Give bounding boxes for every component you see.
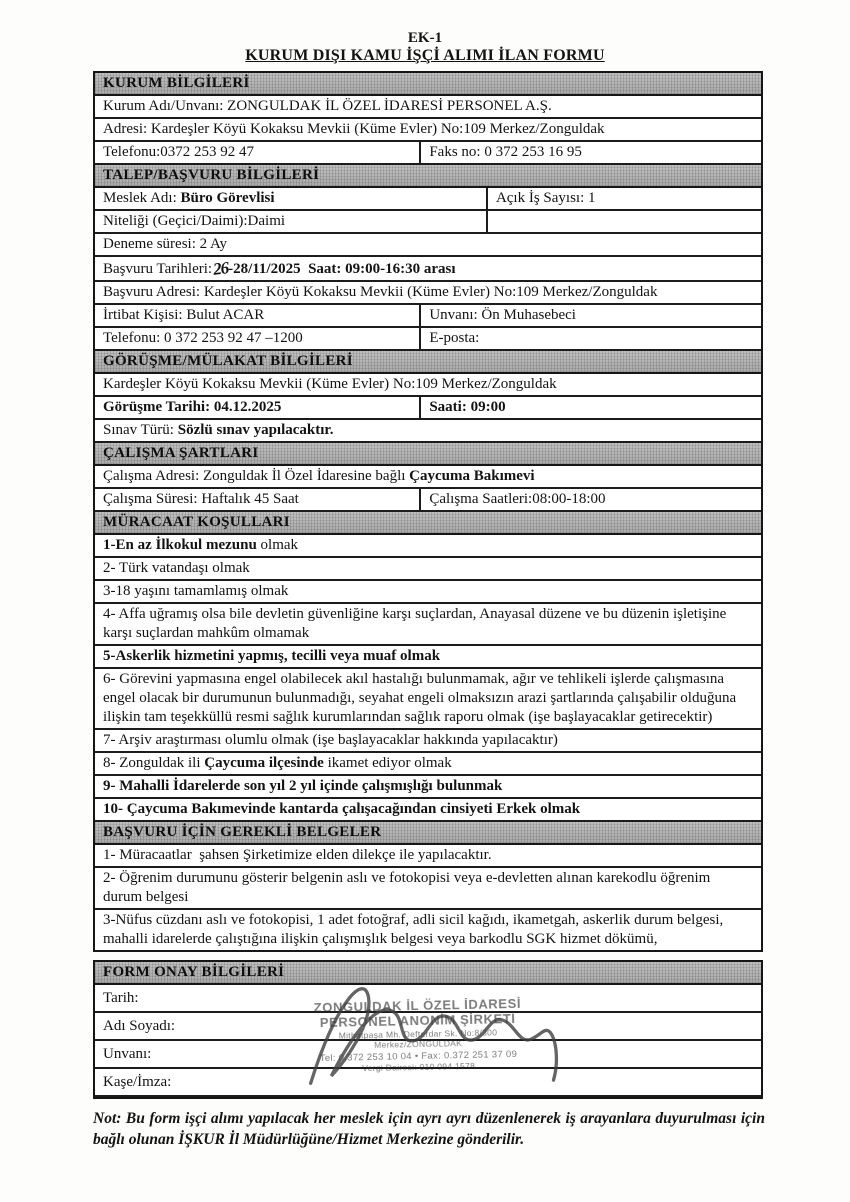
row-kosul-9 — [95, 776, 761, 799]
row-gorusme-adresi — [95, 374, 761, 397]
row-text: Kardeşler Köyü Kokaksu Mevkii (Küme Evler) No:109 Merkez/Zonguldak — [103, 375, 557, 392]
row-belge-2 — [95, 868, 761, 910]
row-unvani — [95, 1041, 761, 1069]
row-kosul-3 — [95, 581, 761, 604]
row-text: 3-18 yaşını tamamlamış olmak — [103, 582, 289, 599]
row-value-bold: 9- Mahalli İdarelerde son yıl 2 yıl içinde çalışmışlığı bulunmak — [103, 777, 503, 794]
row-label: Çalışma Adresi: Zonguldak İl Özel İdaresine bağlı — [103, 467, 410, 484]
cell-text: Unvanı: Ön Muhasebeci — [429, 306, 576, 323]
form-onay-table — [93, 960, 763, 1099]
row-text: 7- Arşiv araştırması olumlu olmak (işe başlayacaklar hakkında yapılacaktır) — [103, 731, 558, 748]
stamp-line-1: ZONGULDAK İL ÖZEL İDARESİ — [313, 995, 522, 1015]
cell-text: Çalışma Saatleri:08:00-18:00 — [429, 490, 606, 507]
row-label: Tarih: — [103, 989, 139, 1006]
row-value-bold: 10- Çaycuma Bakımevinde kantarda çalışacağından cinsiyeti Erkek olmak — [103, 800, 581, 817]
stamp-line-5: Tel: 0.372 253 10 04 • Fax: 0.372 251 37 09 — [319, 1048, 518, 1064]
row-kosul-10 — [95, 799, 761, 822]
row-calisma-adresi — [95, 466, 761, 489]
row-label: Başvuru Tarihleri: — [103, 260, 213, 277]
row-label: Adı Soyadı: — [103, 1017, 176, 1034]
section-header-gorusme-mulakat: GÖRÜŞME/MÜLAKAT BİLGİLERİ — [95, 351, 761, 374]
cell-text: Açık İş Sayısı: 1 — [495, 189, 596, 206]
section-header-kurum-bilgileri: KURUM BİLGİLERİ — [95, 73, 761, 96]
row-basvuru-adresi — [95, 282, 761, 305]
cell-niteligi — [95, 211, 488, 232]
document-header — [0, 0, 850, 66]
note-label: Not: — [93, 1109, 122, 1127]
row-kase-imza — [95, 1069, 761, 1097]
cell-text: Çalışma Süresi: Haftalık 45 Saat — [103, 490, 299, 507]
section-header-gerekli-belgeler: BAŞVURU İÇİN GEREKLİ BELGELER — [95, 822, 761, 845]
cell-text: İrtibat Kişisi: Bulut ACAR — [103, 306, 265, 323]
row-text: Deneme süresi: 2 Ay — [103, 235, 228, 252]
cell-label: Meslek Adı: — [103, 189, 181, 206]
row-tarih — [95, 985, 761, 1013]
stamp-line-6: Vergi Dairesi: 010 094 1578 — [362, 1060, 476, 1073]
row-kosul-6 — [95, 669, 761, 730]
cell-eposta — [421, 328, 761, 349]
page-title: KURUM DIŞI KAMU İŞÇİ ALIMI İLAN FORMU — [245, 47, 605, 65]
cell-faks — [421, 142, 761, 163]
note-text: Bu form işçi alımı yapılacak her meslek için ayrı ayrı düzenlenerek iş arayanlara duyurulması için bağlı olunan İŞKUR İl Müdürlüğüne/Hizmet Merkezine gönderilir. — [93, 1109, 769, 1149]
row-gorusme-tarihi-saati — [95, 397, 761, 420]
row-value-bold: Çaycuma ilçesinde — [204, 754, 324, 771]
row-text: 8- Zonguldak ili — [103, 754, 205, 771]
section-header-talep-basvuru: TALEP/BAŞVURU BİLGİLERİ — [95, 165, 761, 188]
row-deneme-suresi — [95, 234, 761, 257]
row-belge-1 — [95, 845, 761, 868]
main-form-table — [93, 71, 763, 952]
row-calisma-suresi-saatleri — [95, 489, 761, 512]
cell-value-bold: Görüşme Tarihi: 04.12.2025 — [103, 398, 282, 415]
cell-saati — [421, 397, 761, 418]
row-text: 2- Türk vatandaşı olmak — [103, 559, 250, 576]
row-basvuru-tarihleri — [95, 257, 761, 282]
row-kurum-adresi — [95, 119, 761, 142]
cell-value-bold: Saati: 09:00 — [429, 398, 506, 415]
row-value-bold: 5-Askerlik hizmetini yapmış, tecilli veya muaf olmak — [103, 647, 441, 664]
cell-text: Faks no: 0 372 253 16 95 — [429, 143, 582, 160]
row-telefon-eposta — [95, 328, 761, 351]
cell-telefonu — [95, 142, 421, 163]
row-label: Unvanı: — [103, 1045, 152, 1062]
row-value-bold: Sözlü sınav yapılacaktır. — [177, 421, 334, 438]
form-ref: EK-1 — [407, 30, 443, 46]
row-text: ikamet ediyor olmak — [323, 754, 452, 771]
cell-calisma-suresi — [95, 489, 421, 510]
cell-telefonu — [95, 328, 421, 349]
row-text: Kurum Adı/Unvanı: ZONGULDAK İL ÖZEL İDARESİ PERSONEL A.Ş. — [103, 97, 552, 114]
stamp-line-4: Merkez/ZONGULDAK — [374, 1037, 463, 1050]
row-kurum-adi — [95, 96, 761, 119]
row-text: olmak — [260, 536, 299, 553]
section-header-muracaat-kosullari: MÜRACAAT KOŞULLARI — [95, 512, 761, 535]
cell-text: Telefonu:0372 253 92 47 — [103, 143, 255, 160]
row-adi-soyadi — [95, 1013, 761, 1041]
cell-acik-is-sayisi — [488, 188, 761, 209]
section-header-calisma-sartlari: ÇALIŞMA ŞARTLARI — [95, 443, 761, 466]
row-text: 3-Nüfus cüzdanı aslı ve fotokopisi, 1 adet fotoğraf, adli sicil kağıdı, ikametgah, askerlik durum belgesi, mahalli idarelerde çalıştığına ilişkin çalışmışlık belgesi veya barkodlu SGK hizmet dökümü, — [103, 911, 728, 947]
row-kosul-1 — [95, 535, 761, 558]
cell-text: Niteliği (Geçici/Daimi):Daimi — [103, 212, 286, 229]
row-kosul-7 — [95, 730, 761, 753]
row-sinav-turu — [95, 420, 761, 443]
row-meslek-acik-is — [95, 188, 761, 211]
footer-note — [93, 1108, 769, 1151]
stamp-line-3: Mithatpaşa Mh. Defterdar Sk. No:8/300 — [338, 1026, 498, 1040]
cell-text: E-posta: — [429, 329, 480, 346]
row-niteligi — [95, 211, 761, 234]
stamp-line-2: PERSONEL ANONİM ŞİRKETİ — [319, 1010, 516, 1031]
row-label: Kaşe/İmza: — [103, 1073, 172, 1090]
row-kosul-5 — [95, 646, 761, 669]
cell-text: Telefonu: 0 372 253 92 47 –1200 — [103, 329, 303, 346]
cell-irtibat-kisisi — [95, 305, 421, 326]
row-text: Adresi: Kardeşler Köyü Kokaksu Mevkii (Küme Evler) No:109 Merkez/Zonguldak — [103, 120, 605, 137]
handwritten-date: 26 — [212, 257, 230, 279]
row-irtibat-unvan — [95, 305, 761, 328]
row-kosul-8 — [95, 753, 761, 776]
row-kosul-4 — [95, 604, 761, 646]
row-belge-3 — [95, 910, 761, 950]
cell-unvani — [421, 305, 761, 326]
row-kosul-2 — [95, 558, 761, 581]
row-text: Başvuru Adresi: Kardeşler Köyü Kokaksu Mevkii (Küme Evler) No:109 Merkez/Zonguldak — [103, 283, 658, 300]
row-value-bold: 1-En az İlkokul mezunu — [103, 536, 261, 553]
row-text: 2- Öğrenim durumunu gösterir belgenin aslı ve fotokopisi veya e-devletten alınan karekodlu öğrenim durum belgesi — [103, 869, 715, 905]
row-value-bold: -28/11/2025 Saat: 09:00-16:30 arası — [228, 260, 456, 277]
cell-empty — [488, 211, 761, 232]
row-text: 4- Affa uğramış olsa bile devletin güvenliğine karşı suçlardan, Anayasal düzene ve bu düzenin işletişine karşı suçlardan mahkûm olmamak — [103, 605, 731, 641]
cell-value-bold: Büro Görevlisi — [180, 189, 275, 206]
cell-gorusme-tarihi — [95, 397, 421, 418]
row-value-bold: Çaycuma Bakımevi — [409, 467, 535, 484]
section-header-form-onay: FORM ONAY BİLGİLERİ — [95, 962, 761, 985]
cell-calisma-saatleri — [421, 489, 761, 510]
row-text: 1- Müracaatlar şahsen Şirketimize elden dilekçe ile yapılacaktır. — [103, 846, 492, 863]
row-label: Sınav Türü: — [103, 421, 178, 438]
row-text: 6- Görevini yapmasına engel olabilecek akıl hastalığı bulunmamak, ağır ve tehlikeli işlerde çalışmasına engel olacak bir durumunun bulunmadığı, seyahat engeli olmaksızın arazi şartlarında çalışabilir olduğuna ilişkin tam teşekküllü resmi sağlık kurumlarından sağlık raporu olmak (işe başlayacaklar getirecektir) — [103, 670, 740, 725]
cell-meslek-adi — [95, 188, 488, 209]
row-telefon-faks — [95, 142, 761, 165]
